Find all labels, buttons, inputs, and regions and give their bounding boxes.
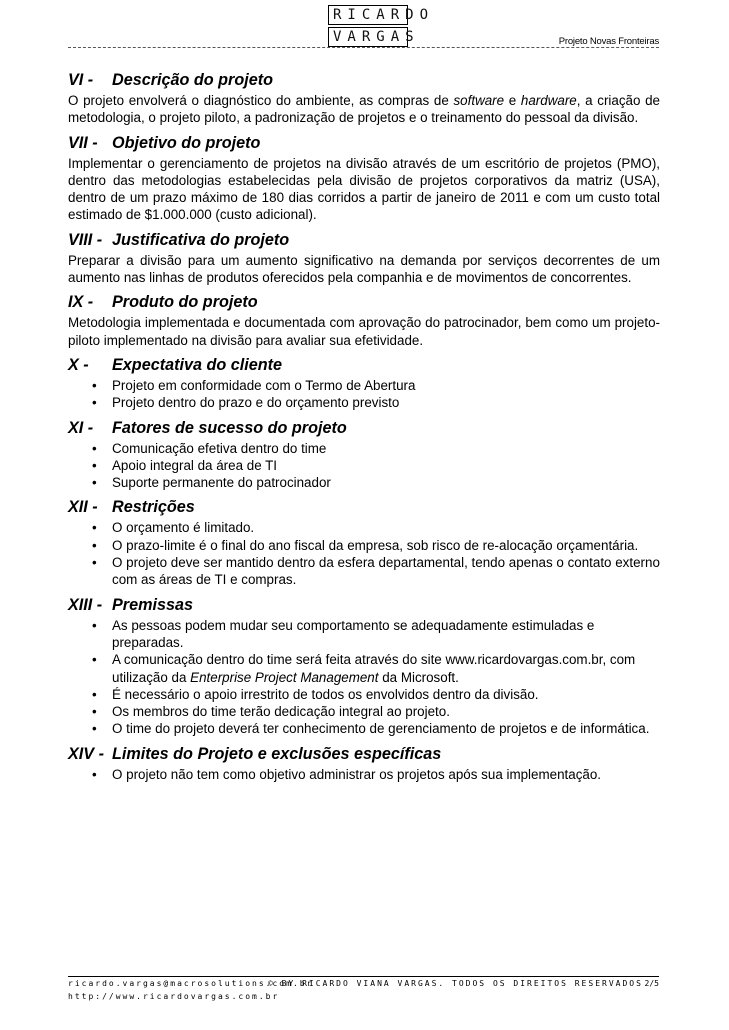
section-paragraph: Implementar o gerenciamento de projetos na divisão através de um escritório de projetos (PMO), dentro das metodologias estabelecidas pela divisão de projetos corporativos da matriz (USA), dentro de um prazo máximo de 180 dias corridos a partir de janeiro de 2011 e com um custo total estimado de $1.000.000 (custo adicional). — [68, 155, 660, 223]
section-heading — [68, 418, 660, 438]
section-title: Fatores de sucesso do projeto — [112, 418, 347, 437]
bullet-icon: • — [92, 617, 97, 633]
list-item — [68, 457, 660, 474]
section-title: Produto do projeto — [112, 293, 258, 312]
section-number: IX - — [68, 293, 94, 312]
bullet-list — [68, 377, 660, 412]
bullet-icon: • — [92, 721, 97, 737]
footer-copyright: © BY RICARDO VIANA VARGAS. TODOS OS DIREITOS RESERVADOS — [268, 979, 643, 988]
list-item — [68, 720, 660, 737]
section-title: Objetivo do projeto — [112, 133, 261, 152]
list-item-text: O projeto deve ser mantido dentro da esfera departamental, tendo apenas o contato externo com as áreas de TI e compras. — [112, 555, 660, 588]
section — [68, 230, 660, 287]
section — [68, 744, 660, 783]
bullet-icon: • — [92, 440, 97, 456]
list-item — [68, 554, 660, 589]
logo-line-1: RICARDO — [328, 5, 408, 25]
bullet-icon: • — [92, 395, 97, 411]
bullet-icon: • — [92, 766, 97, 782]
list-item-text: Projeto em conformidade com o Termo de Abertura — [112, 377, 416, 393]
section-title: Justificativa do projeto — [112, 230, 290, 249]
list-item — [68, 537, 660, 554]
section-title: Expectativa do cliente — [112, 355, 283, 374]
section-number: XIII - — [68, 595, 103, 614]
bullet-list — [68, 617, 660, 738]
section-number: XI - — [68, 418, 94, 437]
bullet-list — [68, 440, 660, 492]
section-number: XIV - — [68, 744, 104, 763]
section-title: Limites do Projeto e exclusões específicas — [112, 744, 442, 763]
list-item — [68, 394, 660, 411]
section-title: Descrição do projeto — [112, 71, 274, 89]
list-item-text: O orçamento é limitado. — [112, 520, 255, 536]
footer-url: http://www.ricardovargas.com.br — [68, 992, 280, 1001]
list-item-text: A comunicação dentro do time será feita através do site www.ricardovargas.com.br, com utilização da Enterprise Project Management da Microsoft. — [112, 652, 636, 685]
bullet-icon: • — [92, 652, 97, 668]
list-item-text: Os membros do time terão dedicação integral ao projeto. — [112, 704, 450, 720]
section — [68, 133, 660, 224]
list-item — [68, 519, 660, 536]
footer-divider — [68, 976, 659, 977]
list-item-text: O prazo-limite é o final do ano fiscal da empresa, sob risco de re-alocação orçamentária. — [112, 537, 639, 553]
list-item — [68, 440, 660, 457]
section-title: Premissas — [112, 595, 194, 614]
list-item-text: Comunicação efetiva dentro do time — [112, 440, 327, 456]
section — [68, 355, 660, 412]
section-paragraph: Preparar a divisão para um aumento significativo na demanda por serviços decorrentes de um aumento nas linhas de produtos oferecidos pela companhia e de movimentos de concorrentes. — [68, 252, 660, 286]
section-paragraph: O projeto envolverá o diagnóstico do ambiente, as compras de software e hardware, a criação de metodologia, o projeto piloto, a padronização de projetos e o treinamento do pessoal da divisão. — [68, 93, 660, 126]
footer-page-number: 2/5 — [644, 979, 659, 988]
list-item-text: As pessoas podem mudar seu comportamento se adequadamente estimuladas e preparadas. — [112, 617, 595, 650]
section-number: XII - — [68, 498, 98, 517]
section-heading — [68, 595, 660, 615]
list-item-text: Apoio integral da área de TI — [112, 457, 278, 473]
list-item-text: Projeto dentro do prazo e do orçamento previsto — [112, 395, 400, 411]
section-paragraph: Metodologia implementada e documentada com aprovação do patrocinador, bem como um projeto-piloto implementado na divisão para avaliar sua efetividade. — [68, 315, 660, 348]
list-item — [68, 474, 660, 491]
list-item-text: O time do projeto deverá ter conhecimento de gerenciamento de projetos e de informática. — [112, 721, 650, 737]
section-heading — [68, 497, 660, 517]
list-item-text: É necessário o apoio irrestrito de todos os envolvidos dentro da divisão. — [112, 686, 539, 702]
bullet-icon: • — [92, 686, 97, 702]
section-number: VII - — [68, 133, 98, 152]
header-divider — [68, 47, 659, 48]
ricardo-vargas-logo — [328, 3, 435, 63]
section-heading — [68, 70, 660, 90]
bullet-icon: • — [92, 555, 97, 571]
bullet-icon: • — [92, 475, 97, 491]
bullet-icon: • — [92, 457, 97, 473]
list-item-text: Suporte permanente do patrocinador — [112, 475, 331, 491]
list-item — [68, 766, 660, 783]
list-item — [68, 617, 660, 652]
document-body — [68, 70, 660, 789]
section-heading — [68, 133, 660, 153]
section-number: VI - — [68, 71, 94, 89]
section-number: X - — [68, 355, 89, 374]
bullet-icon: • — [92, 377, 97, 393]
section-title: Restrições — [112, 498, 195, 517]
bullet-list — [68, 766, 660, 783]
section — [68, 497, 660, 588]
section-number: VIII - — [68, 230, 103, 249]
section — [68, 418, 660, 492]
section-heading — [68, 230, 660, 250]
bullet-icon: • — [92, 704, 97, 720]
list-item — [68, 651, 660, 686]
list-item-text: O projeto não tem como objetivo administrar os projetos após sua implementação. — [112, 766, 602, 782]
list-item — [68, 703, 660, 720]
bullet-icon: • — [92, 520, 97, 536]
section-heading — [68, 355, 660, 375]
list-item — [68, 377, 660, 394]
section-heading — [68, 744, 660, 764]
list-item — [68, 686, 660, 703]
section-heading — [68, 292, 660, 312]
bullet-icon: • — [92, 537, 97, 553]
logo-line-2: VARGAS — [328, 27, 408, 47]
section — [68, 70, 660, 127]
bullet-list — [68, 519, 660, 588]
section — [68, 292, 660, 349]
project-name: Projeto Novas Fronteiras — [558, 36, 659, 47]
section — [68, 595, 660, 738]
footer-email: ricardo.vargas@macrosolutions.com.br — [68, 979, 314, 988]
